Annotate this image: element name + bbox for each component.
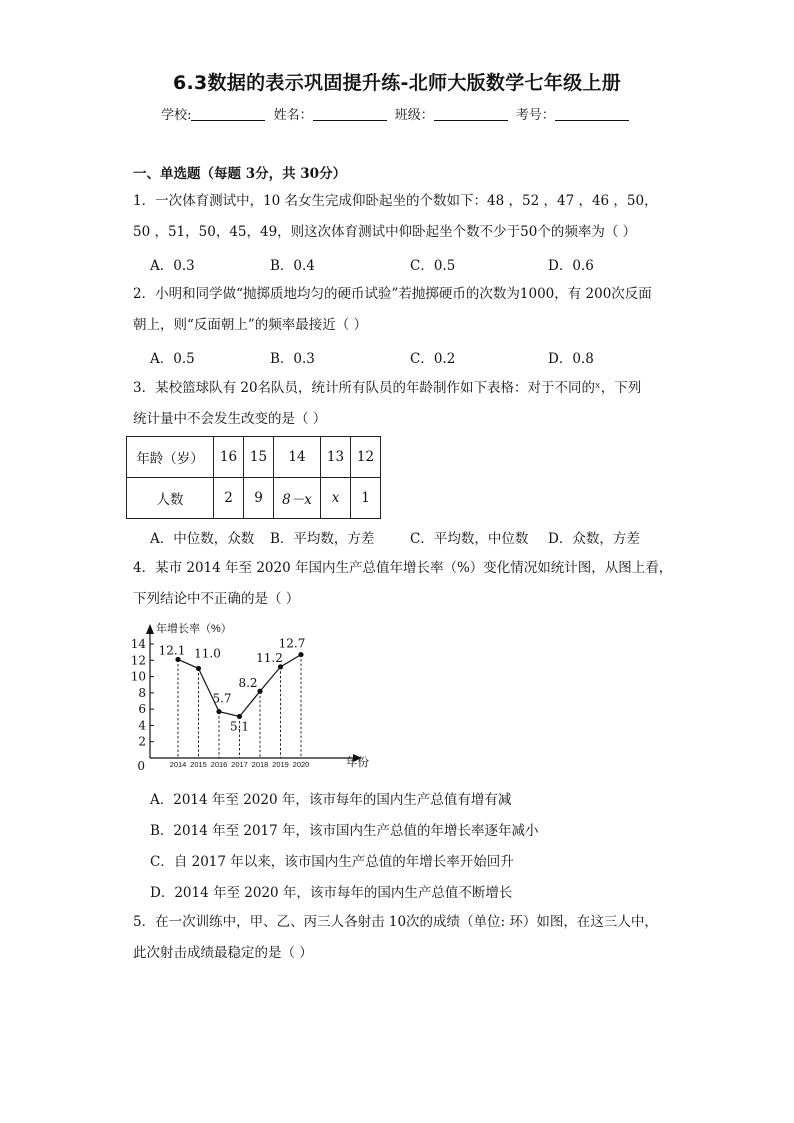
data-label: 5.7 bbox=[212, 691, 232, 706]
table-cell: 年龄（岁） bbox=[127, 437, 214, 478]
class-blank[interactable] bbox=[434, 108, 508, 121]
q1-line1: 1．一次体育测试中，10 名女生完成仰卧起坐的个数如下：48 ，52 ，47 ，46 ，50， bbox=[133, 193, 658, 209]
student-info-row bbox=[0, 104, 794, 123]
q2-line1: 2．小明和同学做“抛掷质地均匀的硬币试验”若抛掷硬币的次数为1000，有 200次反面 bbox=[133, 286, 652, 302]
age-table bbox=[126, 436, 381, 519]
q1-option-c[interactable]: C．0.5 bbox=[410, 258, 456, 274]
q4-option-c[interactable]: C．自 2017 年以来，该市国内生产总值的年增长率开始回升 bbox=[150, 854, 514, 870]
data-point bbox=[175, 657, 180, 662]
table-cell: 9 bbox=[244, 478, 274, 519]
exam-no-label: 考号： bbox=[515, 108, 555, 123]
school-label: 学校: bbox=[161, 108, 192, 123]
q4-option-a[interactable]: A．2014 年至 2020 年，该市每年的国内生产总值有增有减 bbox=[150, 792, 512, 808]
q3-option-a[interactable]: A．中位数，众数 bbox=[150, 531, 255, 547]
q1-option-b[interactable]: B．0.4 bbox=[270, 258, 315, 274]
table-cell: 15 bbox=[244, 437, 274, 478]
q5-line1: 5．在一次训练中，甲、乙、丙三人各射击 10次的成绩（单位: 环）如图，在这三人中， bbox=[133, 914, 658, 930]
q3-line2: 统计量中不会发生改变的是（ ） bbox=[133, 411, 327, 427]
data-point bbox=[216, 709, 221, 714]
y-axis-arrow bbox=[146, 624, 154, 634]
q1-option-d[interactable]: D．0.6 bbox=[548, 258, 594, 274]
y-tick-label: 12 bbox=[130, 653, 146, 668]
q3-option-b[interactable]: B．平均数，方差 bbox=[270, 531, 375, 547]
table-cell: x bbox=[321, 478, 351, 519]
x-tick-label: 2018 bbox=[251, 760, 269, 769]
table-cell: 人数 bbox=[127, 478, 214, 519]
q5-line2: 此次射击成绩最稳定的是（ ） bbox=[133, 945, 313, 961]
data-point bbox=[237, 714, 242, 719]
y-tick-label: 6 bbox=[138, 702, 146, 717]
data-label: 11.0 bbox=[194, 646, 221, 661]
data-point bbox=[196, 666, 201, 671]
q4-line1: 4．某市 2014 年至 2020 年国内生产总值年增长率（%）变化情况如统计图，从图上看， bbox=[133, 560, 673, 576]
name-label: 姓名： bbox=[273, 108, 313, 123]
data-point bbox=[257, 689, 262, 694]
table-cell: 1 bbox=[351, 478, 381, 519]
data-label: 5.1 bbox=[229, 719, 250, 734]
q2-option-c[interactable]: C．0.2 bbox=[410, 351, 456, 367]
name-blank[interactable] bbox=[313, 108, 387, 121]
section-header: 一、单选题（每题 3分，共 30分） bbox=[133, 166, 347, 182]
y-tick-label: 8 bbox=[138, 685, 146, 700]
x-tick-label: 2015 bbox=[190, 760, 207, 769]
data-label: 12.7 bbox=[278, 636, 306, 651]
school-blank[interactable] bbox=[191, 108, 265, 121]
q2-line2: 朝上，则“反面朝上”的频率最接近（ ） bbox=[133, 317, 368, 333]
class-label: 班级： bbox=[394, 108, 434, 123]
y-tick-label: 10 bbox=[130, 669, 146, 684]
age-table-row-age bbox=[127, 437, 381, 478]
table-cell: 12 bbox=[351, 437, 381, 478]
age-table-row-count bbox=[127, 478, 381, 519]
q3-option-c[interactable]: C．平均数，中位数 bbox=[410, 531, 529, 547]
growth-rate-chart bbox=[128, 618, 378, 776]
data-label: 8.2 bbox=[238, 676, 258, 691]
x-axis-label: 年份 bbox=[346, 757, 369, 769]
table-cell: 13 bbox=[321, 437, 351, 478]
y-axis-label: 年增长率（%） bbox=[156, 623, 232, 635]
q2-option-a[interactable]: A．0.5 bbox=[150, 351, 195, 367]
q3-line1: 3．某校篮球队有 20名队员，统计所有队员的年龄制作如下表格：对于不同的ˣ，下列 bbox=[133, 380, 642, 396]
x-tick-label: 2020 bbox=[292, 760, 310, 769]
q2-option-d[interactable]: D．0.8 bbox=[548, 351, 594, 367]
q4-line2: 下列结论中不正确的是（ ） bbox=[133, 591, 300, 607]
q4-option-b[interactable]: B．2014 年至 2017 年，该市国内生产总值的年增长率逐年减小 bbox=[150, 823, 539, 839]
data-point bbox=[298, 652, 303, 657]
x-tick-label: 2016 bbox=[210, 760, 228, 769]
data-label: 11.2 bbox=[256, 650, 283, 665]
data-point bbox=[278, 664, 283, 669]
exam-no-blank[interactable] bbox=[555, 108, 629, 121]
q1-line2: 50 ，51，50，45，49，则这次体育测试中仰卧起坐个数不少于50个的频率为（ ） bbox=[133, 224, 637, 240]
page-title: 6.3数据的表示巩固提升练-北师大版数学七年级上册 bbox=[172, 72, 622, 94]
y-tick-label: 2 bbox=[138, 734, 146, 749]
table-cell: 8－x bbox=[274, 478, 321, 519]
y-tick-label: 14 bbox=[130, 637, 146, 651]
x-tick-label: 2017 bbox=[231, 760, 248, 769]
q3-option-d[interactable]: D．众数，方差 bbox=[548, 531, 640, 547]
table-cell: 2 bbox=[214, 478, 244, 519]
table-cell: 16 bbox=[214, 437, 244, 478]
data-label: 12.1 bbox=[158, 643, 186, 658]
q4-option-d[interactable]: D．2014 年至 2020 年，该市每年的国内生产总值不断增长 bbox=[150, 885, 513, 901]
q1-option-a[interactable]: A．0.3 bbox=[150, 258, 195, 274]
x-tick-label: 2014 bbox=[169, 760, 187, 769]
y-tick-label: 0 bbox=[137, 759, 145, 773]
table-cell: 14 bbox=[274, 437, 321, 478]
q2-option-b[interactable]: B．0.3 bbox=[270, 351, 315, 367]
y-tick-label: 4 bbox=[138, 718, 146, 733]
x-tick-label: 2019 bbox=[272, 760, 289, 769]
